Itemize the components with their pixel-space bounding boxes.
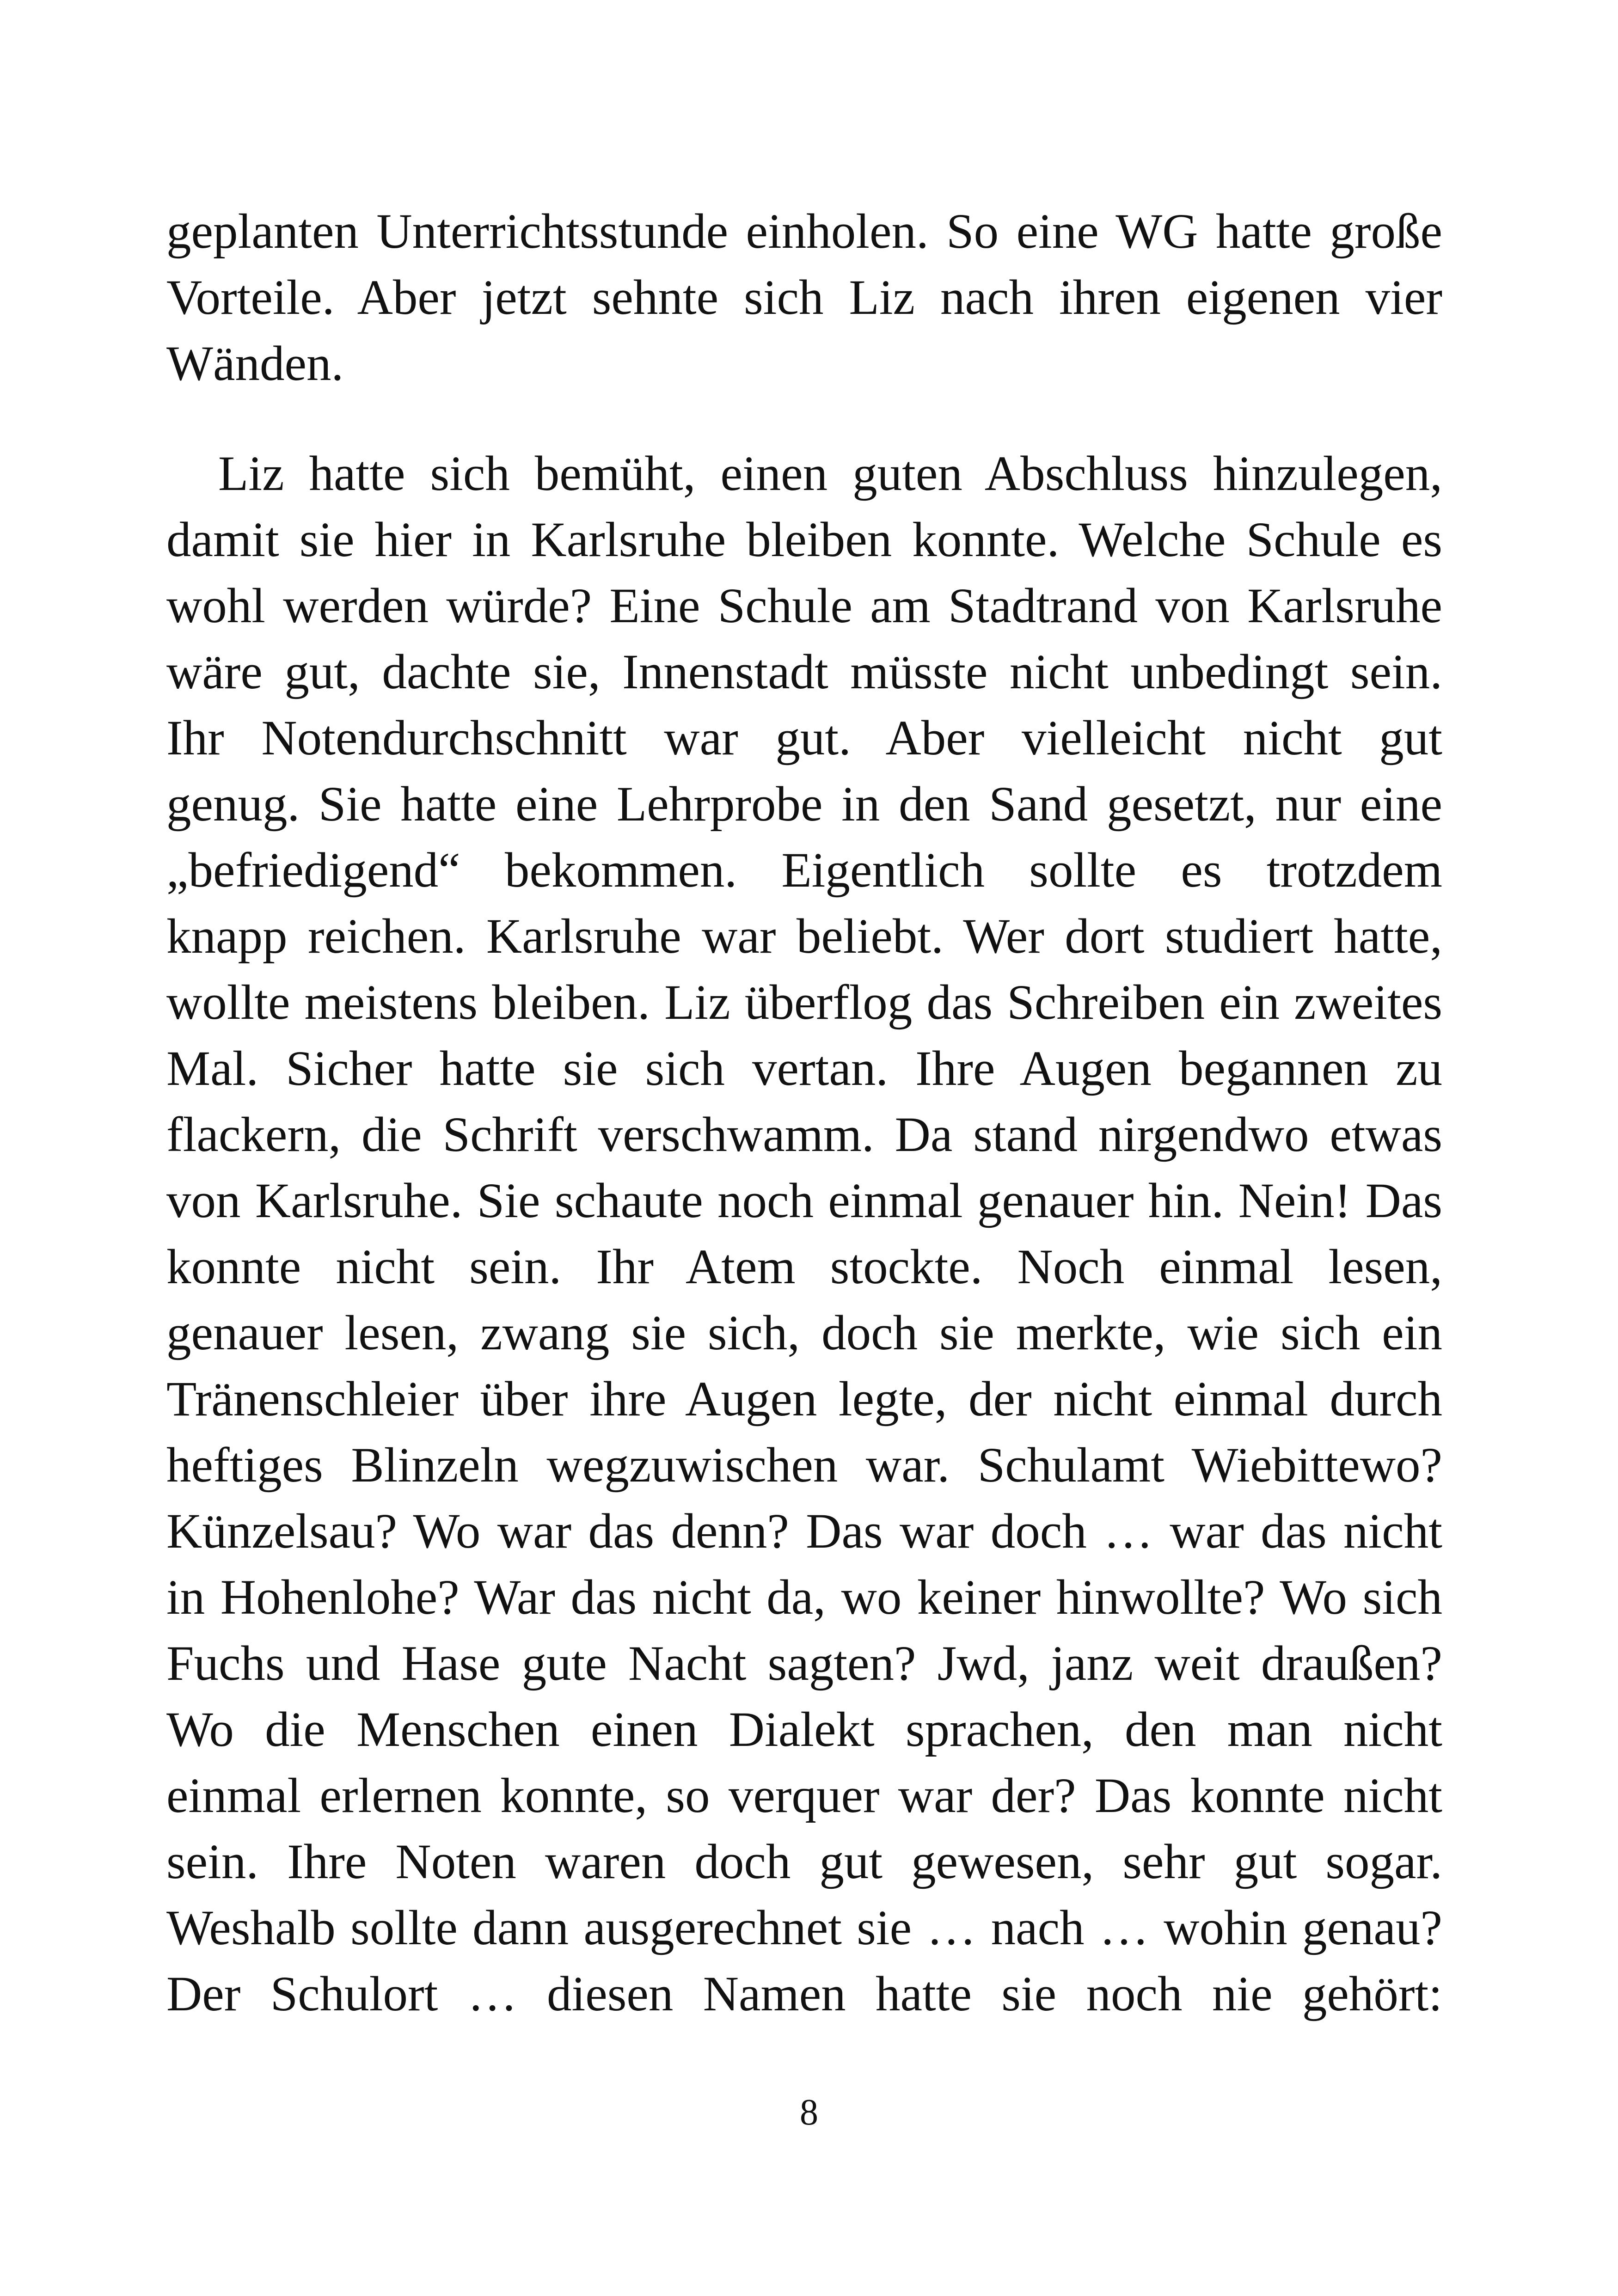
text-line: Weshalb sollte dann ausgerechnet sie … nach … wohin genau? bbox=[166, 1901, 1442, 1955]
text-line: „befriedigend“ bekommen. Eigentlich sollte es trotzdem bbox=[166, 843, 1442, 898]
text-line: heftiges Blinzeln wegzuwischen war. Schulamt Wiebittewo? bbox=[166, 1438, 1442, 1493]
text-line: Ihr Notendurchschnitt war gut. Aber vielleicht nicht gut bbox=[166, 711, 1442, 765]
body-text bbox=[166, 199, 1442, 2027]
text-line: in Hohenlohe? War das nicht da, wo keiner hinwollte? Wo sich bbox=[166, 1570, 1442, 1625]
text-line: damit sie hier in Karlsruhe bleiben konnte. Welche Schule es bbox=[166, 513, 1442, 567]
text-line: Tränenschleier über ihre Augen legte, der nicht einmal durch bbox=[166, 1372, 1442, 1427]
text-line: flackern, die Schrift verschwamm. Da stand nirgendwo etwas bbox=[166, 1108, 1442, 1162]
text-line: wohl werden würde? Eine Schule am Stadtrand von Karlsruhe bbox=[166, 579, 1442, 633]
text-line: Wo die Menschen einen Dialekt sprachen, den man nicht bbox=[166, 1702, 1442, 1757]
text-line: sein. Ihre Noten waren doch gut gewesen, sehr gut sogar. bbox=[166, 1835, 1442, 1889]
text-line: knapp reichen. Karlsruhe war beliebt. Wer dort studiert hatte, bbox=[166, 909, 1442, 964]
text-line: Mal. Sicher hatte sie sich vertan. Ihre Augen begannen zu bbox=[166, 1041, 1442, 1096]
paragraph-2 bbox=[166, 441, 1442, 2027]
text-line: von Karlsruhe. Sie schaute noch einmal genauer hin. Nein! Das bbox=[166, 1174, 1442, 1228]
text-line: Der Schulort … diesen Namen hatte sie noch nie gehört: bbox=[166, 1967, 1442, 2021]
text-line: Fuchs und Hase gute Nacht sagten? Jwd, janz weit draußen? bbox=[166, 1636, 1442, 1691]
text-line: konnte nicht sein. Ihr Atem stockte. Noch einmal lesen, bbox=[166, 1240, 1442, 1294]
text-line: Wänden. bbox=[166, 337, 344, 391]
text-line: wollte meistens bleiben. Liz überflog das Schreiben ein zweites bbox=[166, 975, 1442, 1030]
paragraph-1 bbox=[166, 199, 1442, 397]
text-line: Vorteile. Aber jetzt sehnte sich Liz nach ihren eigenen vier bbox=[166, 270, 1442, 325]
text-line: genug. Sie hatte eine Lehrprobe in den Sand gesetzt, nur eine bbox=[166, 777, 1442, 832]
text-line: Künzelsau? Wo war das denn? Das war doch … war das nicht bbox=[166, 1504, 1442, 1559]
text-line: Liz hatte sich bemüht, einen guten Abschluss hinzulegen, bbox=[218, 447, 1442, 501]
text-line: geplanten Unterrichtsstunde einholen. So eine WG hatte große bbox=[166, 204, 1442, 259]
text-line: einmal erlernen konnte, so verquer war der? Das konnte nicht bbox=[166, 1769, 1442, 1823]
text-line: genauer lesen, zwang sie sich, doch sie merkte, wie sich ein bbox=[166, 1306, 1442, 1360]
page-number: 8 bbox=[800, 2092, 818, 2133]
text-line: wäre gut, dachte sie, Innenstadt müsste nicht unbedingt sein. bbox=[166, 645, 1442, 699]
